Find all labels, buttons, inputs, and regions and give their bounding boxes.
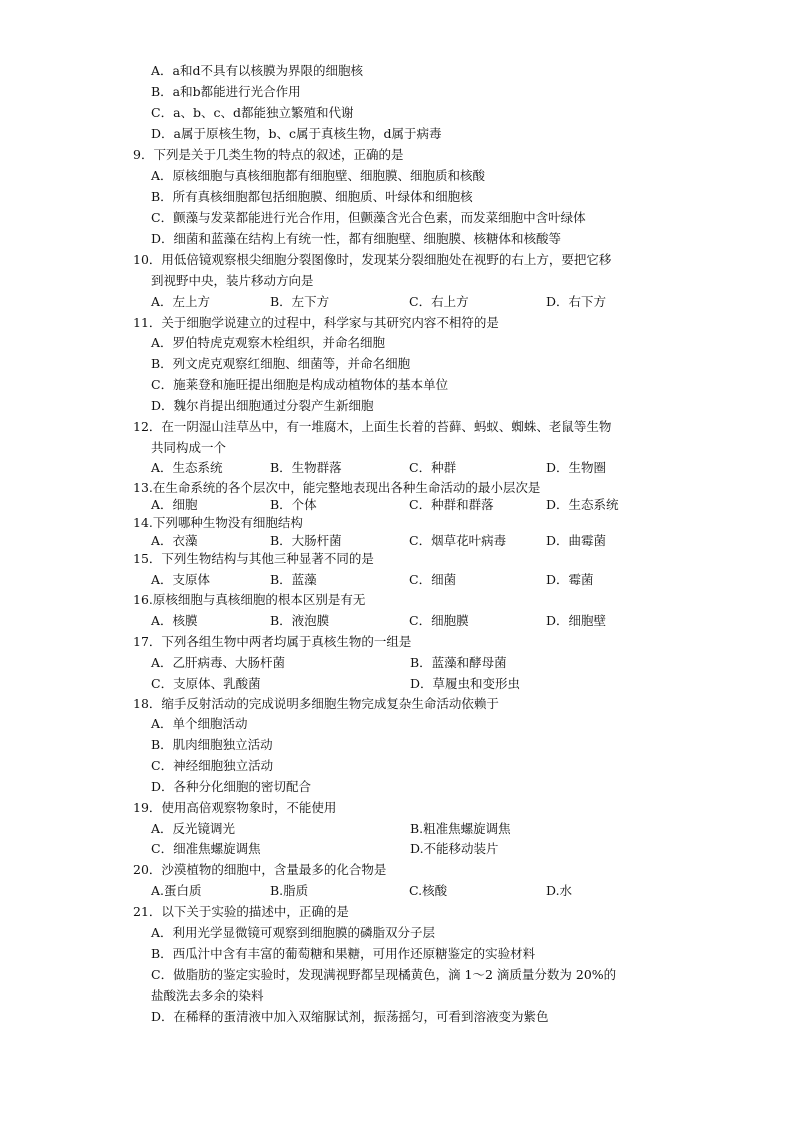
answer-choice: A．乙肝病毒、大肠杆菌: [151, 655, 286, 670]
answer-choice: A．生态系统: [151, 460, 223, 475]
option-text: C．做脂肪的鉴定实验时，发现满视野都呈现橘黄色，滴 1～2 滴质量分数为 20%的: [151, 967, 617, 982]
answer-choice: A．细胞: [151, 497, 198, 512]
option-text: 共同构成一个: [151, 440, 227, 455]
answer-choice: B．个体: [270, 497, 317, 512]
answer-choice: D．草履虫和变形虫: [410, 676, 521, 691]
option-text: D．a属于原核生物，b、c属于真核生物，d属于病毒: [151, 126, 442, 141]
question-stem: 16.原核细胞与真核细胞的根本区别是有无: [133, 592, 366, 607]
answer-choice: C．右上方: [409, 294, 469, 309]
option-text: D．魏尔肖提出细胞通过分裂产生新细胞: [151, 398, 374, 413]
option-text: A．罗伯特虎克观察木栓组织，并命名细胞: [151, 335, 386, 350]
option-text: A．原核细胞与真核细胞都有细胞壁、细胞膜、细胞质和核酸: [151, 168, 486, 183]
option-text: B．肌肉细胞独立活动: [151, 737, 273, 752]
answer-choice: A．衣藻: [151, 533, 198, 548]
answer-choice: C．支原体、乳酸菌: [151, 676, 261, 691]
answer-choice: C．细菌: [409, 572, 457, 587]
answer-choice: C．种群: [409, 460, 457, 475]
option-text: A．单个细胞活动: [151, 716, 248, 731]
answer-choice: C．烟草花叶病毒: [409, 533, 507, 548]
answer-choice: B．蓝藻: [270, 572, 317, 587]
answer-choice: C．细准焦螺旋调焦: [151, 841, 261, 856]
answer-choice: C.核酸: [409, 883, 448, 898]
question-stem: 20．沙漠植物的细胞中，含量最多的化合物是: [133, 862, 387, 877]
answer-choice: D．生物圈: [546, 460, 607, 475]
option-text: B．西瓜汁中含有丰富的葡萄糖和果糖，可用作还原糖鉴定的实验材料: [151, 946, 536, 961]
question-stem: 15．下列生物结构与其他三种显著不同的是: [133, 551, 374, 566]
answer-choice: B．生物群落: [270, 460, 342, 475]
answer-choice: B．蓝藻和酵母菌: [410, 655, 507, 670]
option-text: B．列文虎克观察红细胞、细菌等，并命名细胞: [151, 356, 411, 371]
answer-choice: D．曲霉菌: [546, 533, 607, 548]
answer-choice: B.粗准焦螺旋调焦: [410, 821, 511, 836]
option-text: 盐酸洗去多余的染料: [151, 988, 264, 1003]
option-text: B．所有真核细胞都包括细胞膜、细胞质、叶绿体和细胞核: [151, 189, 473, 204]
answer-choice: C．种群和群落: [409, 497, 494, 512]
question-stem: 11．关于细胞学说建立的过程中，科学家与其研究内容不相符的是: [133, 315, 499, 330]
question-stem: 19．使用高倍观察物象时，不能使用: [133, 800, 337, 815]
answer-choice: D．细胞壁: [546, 613, 607, 628]
answer-choice: A．核膜: [151, 613, 198, 628]
answer-choice: D．右下方: [546, 294, 607, 309]
option-text: D．在稀释的蛋清液中加入双缩脲试剂，振荡摇匀，可看到溶液变为紫色: [151, 1009, 549, 1024]
option-text: A．利用光学显微镜可观察到细胞膜的磷脂双分子层: [151, 925, 436, 940]
question-stem: 14.下列哪种生物没有细胞结构: [133, 515, 303, 530]
answer-choice: A．左上方: [151, 294, 211, 309]
answer-choice: D.不能移动装片: [410, 841, 499, 856]
option-text: C．颤藻与发菜都能进行光合作用，但颤藻含光合色素，而发菜细胞中含叶绿体: [151, 210, 586, 225]
option-text: 到视野中央，装片移动方向是: [151, 273, 314, 288]
question-stem: 18．缩手反射活动的完成说明多细胞生物完成复杂生命活动依赖于: [133, 696, 499, 711]
question-stem: 12．在一阴湿山洼草丛中，有一堆腐木，上面生长着的苔藓、蚂蚁、蜘蛛、老鼠等生物: [133, 419, 612, 434]
question-stem: 10．用低倍镜观察根尖细胞分裂图像时，发现某分裂细胞处在视野的右上方，要把它移: [133, 252, 612, 267]
answer-choice: D．生态系统: [546, 497, 619, 512]
answer-choice: B．左下方: [270, 294, 330, 309]
question-stem: 13.在生命系统的各个层次中，能完整地表现出各种生命活动的最小层次是: [133, 480, 541, 495]
option-text: D．各种分化细胞的密切配合: [151, 779, 312, 794]
option-text: D．细菌和蓝藻在结构上有统一性，都有细胞壁、细胞膜、核糖体和核酸等: [151, 231, 562, 246]
answer-choice: D.水: [546, 883, 573, 898]
option-text: C．神经细胞独立活动: [151, 758, 274, 773]
answer-choice: B．大肠杆菌: [270, 533, 342, 548]
answer-choice: D．霉菌: [546, 572, 594, 587]
option-text: C．施莱登和施旺提出细胞是构成动植物体的基本单位: [151, 377, 449, 392]
question-stem: 17．下列各组生物中两者均属于真核生物的一组是: [133, 634, 412, 649]
answer-choice: B.脂质: [270, 883, 309, 898]
answer-choice: A．反光镜调光: [151, 821, 236, 836]
question-stem: 9．下列是关于几类生物的特点的叙述，正确的是: [133, 147, 404, 162]
option-text: C．a、b、c、d都能独立繁殖和代谢: [151, 105, 354, 120]
answer-choice: C．细胞膜: [409, 613, 469, 628]
answer-choice: B．液泡膜: [270, 613, 330, 628]
answer-choice: A．支原体: [151, 572, 211, 587]
answer-choice: A.蛋白质: [151, 883, 202, 898]
question-stem: 21．以下关于实验的描述中，正确的是: [133, 904, 349, 919]
option-text: A．a和d不具有以核膜为界限的细胞核: [151, 63, 363, 78]
option-text: B．a和b都能进行光合作用: [151, 84, 301, 99]
